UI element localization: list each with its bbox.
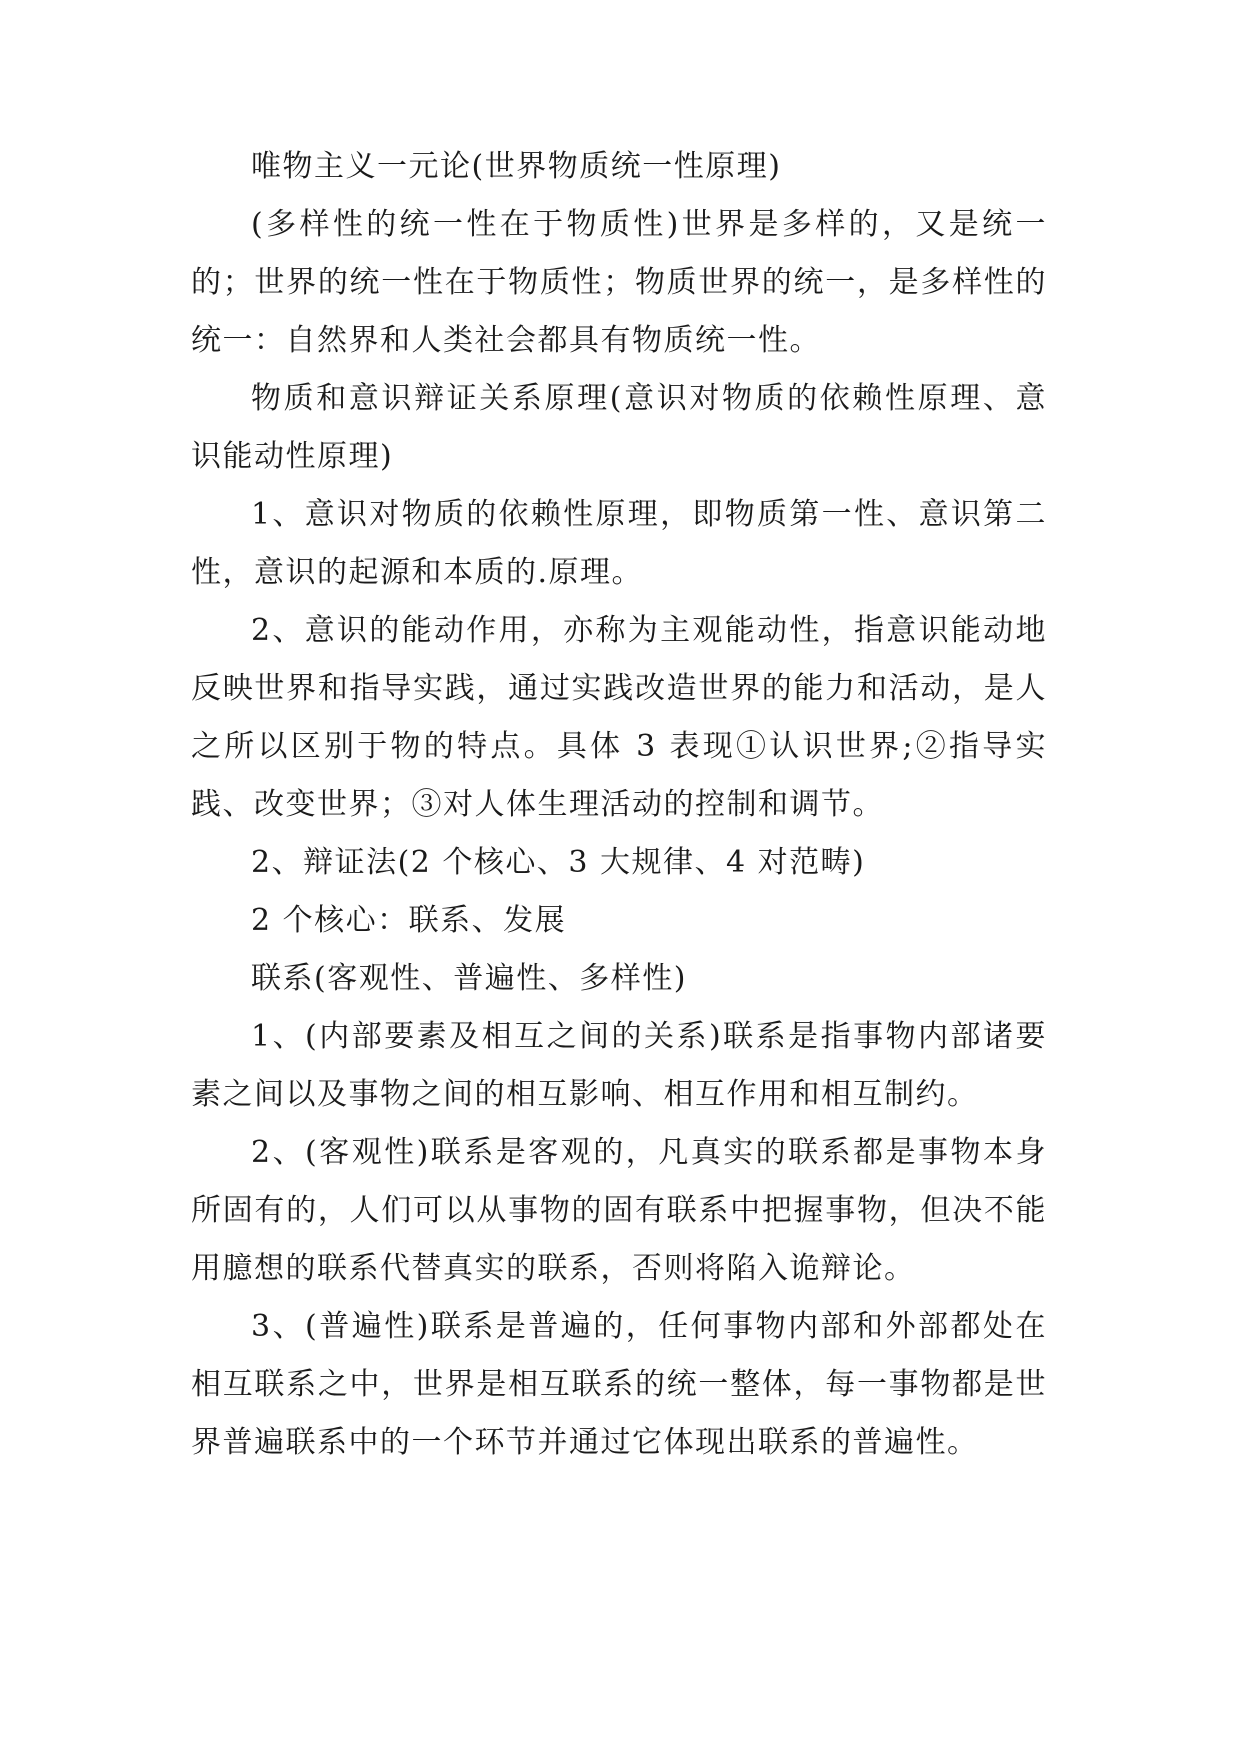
paragraph-initiative-principle: 2、意识的能动作用，亦称为主观能动性，指意识能动地反映世界和指导实践，通过实践改造世界的能力和活动，是人之所以区别于物的特点。具体 3 表现①认识世界;②指导实践、改变世界；③对人体生理活动的控制和调节。 bbox=[191, 613, 1047, 822]
paragraph-dependence-principle: 1、意识对物质的依赖性原理，即物质第一性、意识第二性，意识的起源和本质的.原理。 bbox=[191, 497, 1047, 590]
paragraph-unity-of-world: (多样性的统一性在于物质性)世界是多样的，又是统一的；世界的统一性在于物质性；物质世界的统一，是多样性的统一：自然界和人类社会都具有物质统一性。 bbox=[191, 207, 1047, 358]
paragraph-two-cores: 2 个核心：联系、发展 bbox=[251, 903, 567, 938]
paragraph-connection-objectivity: 2、(客观性)联系是客观的，凡真实的联系都是事物本身所固有的，人们可以从事物的固有联系中把握事物，但决不能用臆想的联系代替真实的联系，否则将陷入诡辩论。 bbox=[191, 1135, 1047, 1286]
document-body bbox=[191, 138, 1047, 1472]
paragraph-heading-connection: 联系(客观性、普遍性、多样性) bbox=[251, 961, 687, 996]
paragraph-heading-matter-consciousness: 物质和意识辩证关系原理(意识对物质的依赖性原理、意识能动性原理) bbox=[191, 381, 1047, 474]
paragraph-heading-dialectics: 2、辩证法(2 个核心、3 大规律、4 对范畴) bbox=[251, 845, 866, 880]
paragraph-connection-definition: 1、(内部要素及相互之间的关系)联系是指事物内部诸要素之间以及事物之间的相互影响、相互作用和相互制约。 bbox=[191, 1019, 1047, 1112]
paragraph-heading-monism: 唯物主义一元论(世界物质统一性原理) bbox=[251, 149, 782, 184]
paragraph-connection-universality: 3、(普遍性)联系是普遍的，任何事物内部和外部都处在相互联系之中，世界是相互联系的统一整体，每一事物都是世界普遍联系中的一个环节并通过它体现出联系的普遍性。 bbox=[191, 1309, 1047, 1460]
